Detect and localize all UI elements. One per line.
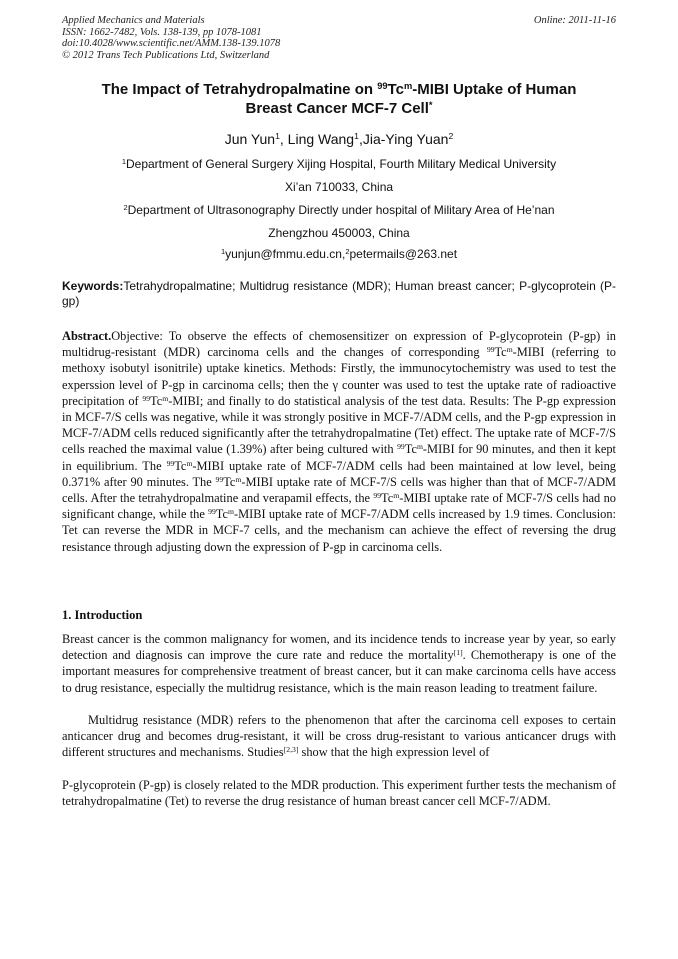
affiliation-2-text: Department of Ultrasonography Directly under hospital of Military Area of He’nan — [127, 203, 555, 217]
keywords-label: Keywords: — [62, 279, 124, 293]
isotope-symbol: Tc — [150, 393, 163, 408]
author-1: Jun Yun — [224, 131, 276, 147]
email-1-mark: 1 — [220, 246, 226, 256]
isotope-metastable: m — [506, 344, 513, 354]
citation-1: [1] — [453, 647, 463, 657]
isotope-symbol: Tc — [174, 458, 187, 473]
abstract-text: -MIBI uptake rate of MCF-7/ADM cells had been maintained at low level, being 0.371% after 90 minutes. The — [62, 458, 616, 489]
paper-title — [62, 80, 616, 118]
intro-paragraph-1 — [62, 631, 616, 696]
affiliation-1-mark: 1 — [121, 156, 126, 166]
title-part-1: The Impact of Tetrahydropalmatine on — [101, 81, 378, 98]
abstract-text: -MIBI; and finally to do statistical analysis of the test data. Results: The P-gp expression in MCF-7/S cells was negative, while it was strongly positive in MCF-7/ADM cells, and the P-gp expression in MCF-7/ADM cells reduced significantly after the tetrahydropalmatine (Tet) effect. The uptake rate of MCF-7/S cells reached the maximal value (1.39%) after being cultured with — [62, 393, 616, 457]
title-line-2: Breast Cancer MCF-7 Cell — [245, 100, 429, 117]
citation-2-3: [2,3] — [283, 745, 299, 755]
email-2-mark: 2 — [345, 246, 350, 256]
abstract-text: -MIBI (referring to methoxy isobutyl isonitrile) uptake kinetics. Methods: Firstly, the immunocytochemistry was used to test the experssion level of P-gp in carcinoma cells; then the γ counter was used to test the uptake rate of radioactive precipitation of — [62, 345, 616, 408]
email-line — [62, 247, 616, 261]
affiliation-2-line-1 — [62, 203, 616, 217]
isotope-symbol: Tc — [223, 474, 236, 489]
title-footnote-mark: * — [428, 99, 433, 110]
online-date: Online: 2011-11-16 — [533, 15, 616, 26]
title-part-2: Tc — [387, 81, 404, 98]
affiliation-2-mark: 2 — [123, 202, 128, 212]
isotope-metastable: m — [228, 507, 234, 517]
copyright-line: © 2012 Trans Tech Publications Ltd, Switzerland — [62, 49, 270, 61]
doi-line: doi:10.4028/www.scientific.net/AMM.138-139.1078 — [62, 38, 281, 49]
email-1: yunjun@fmmu.edu.cn, — [225, 247, 346, 261]
isotope-symbol: Tc — [215, 507, 228, 522]
isotope-symbol: Tc — [494, 345, 507, 360]
paragraph-text: . Chemotherapy is one of the important measures for comprehensive treatment of breast cancer, but it can make carcinoma cells have access to drug resistance, especially the multidrug resistance, which is the main reason leading to treatment failure. — [62, 648, 616, 695]
abstract-text: -MIBI uptake rate of MCF-7/ADM cells increased by 1.9 times. Conclusion: Tet can reverse the MDR in MCF-7 cells, and the mechanism can achieve the effect of reversing the drug resistance through adjusting down the expression of P-gp in carcinoma cells. — [62, 507, 616, 554]
title-isotope-mass: 99 — [377, 80, 388, 91]
section-heading-introduction: 1. Introduction — [62, 608, 143, 622]
author-1-affiliation: 1 — [275, 131, 280, 142]
isotope-mass: 99 — [142, 393, 151, 403]
isotope-mass: 99 — [215, 474, 224, 484]
intro-paragraph-2 — [62, 712, 616, 761]
abstract-text: -MIBI uptake rate of MCF-7/S cells had no significant change, while the — [62, 491, 616, 522]
title-metastable: m — [403, 80, 413, 91]
isotope-mass: 99 — [208, 507, 216, 517]
author-3: ,Jia-Ying Yuan — [358, 131, 449, 147]
isotope-metastable: m — [416, 442, 423, 452]
isotope-symbol: Tc — [381, 491, 394, 506]
isotope-metastable: m — [235, 474, 242, 484]
journal-name: Applied Mechanics and Materials — [62, 15, 205, 26]
author-3-affiliation: 2 — [448, 131, 454, 142]
affiliation-1-line-2: Xi’an 710033, China — [284, 180, 394, 194]
isotope-mass: 99 — [373, 490, 382, 500]
title-part-3: -MIBI Uptake of Human — [412, 81, 577, 98]
affiliation-1-text: Department of General Surgery Xijing Hospital, Fourth Military Medical University — [125, 157, 557, 171]
keywords — [62, 279, 616, 309]
abstract — [62, 328, 616, 555]
isotope-mass: 99 — [166, 458, 175, 468]
author-2-affiliation: 1 — [354, 131, 359, 142]
abstract-text: -MIBI uptake rate of MCF-7/S cells was higher than that of MCF-7/ADM cells. After the tetrahydropalmatine and verapamil effects, the — [62, 474, 616, 506]
isotope-mass: 99 — [486, 344, 495, 354]
isotope-mass: 99 — [397, 442, 405, 452]
abstract-label: Abstract. — [62, 329, 112, 343]
abstract-text: Objective: To observe the effects of chemosensitizer on expression of P-glycoprotein (P-gp) in multidrug-resistant (MDR) carcinoma cells and the changes of corresponding — [62, 329, 616, 360]
affiliation-1-line-1 — [62, 157, 616, 171]
intro-paragraph-3: P-glycoprotein (P-gp) is closely related to the MDR production. This experiment further tests the mechanism of tetrahydropalmatine (Tet) to reverse the drug resistance of human breast cancer cell MCF-7/ADM. — [62, 778, 616, 809]
paragraph-text: Breast cancer is the common malignancy for women, and its incidence tends to increase year by year, so early detection and diagnosis can improve the cure rate and reduce the mortality — [62, 632, 616, 663]
journal-header — [62, 15, 616, 61]
abstract-text: -MIBI for 90 minutes, and then it kept in equilibrium. The — [62, 442, 616, 473]
paragraph-text: show that the high expression level of — [298, 745, 490, 760]
isotope-metastable: m — [162, 393, 169, 403]
issn-line: ISSN: 1662-7482, Vols. 138-139, pp 1078-1081 — [62, 26, 262, 38]
paragraph-text: Multidrug resistance (MDR) refers to the phenomenon that after the carcinoma cell exposes to certain anticancer drug and becomes drug-resistant, it will be cross drug-resistant to various anticancer drugs with different structures and mechanisms. Studies — [62, 713, 616, 760]
keywords-text: Tetrahydropalmatine; Multidrug resistance (MDR); Human breast cancer; P-glycoprotein (P-gp) — [62, 279, 616, 308]
isotope-metastable: m — [186, 458, 193, 468]
author-list — [62, 130, 616, 148]
isotope-symbol: Tc — [404, 442, 417, 457]
isotope-metastable: m — [393, 490, 400, 500]
affiliation-2-line-2: Zhengzhou 450003, China — [268, 226, 410, 240]
email-2: petermails@263.net — [349, 247, 458, 261]
author-2: , Ling Wang — [279, 131, 355, 147]
